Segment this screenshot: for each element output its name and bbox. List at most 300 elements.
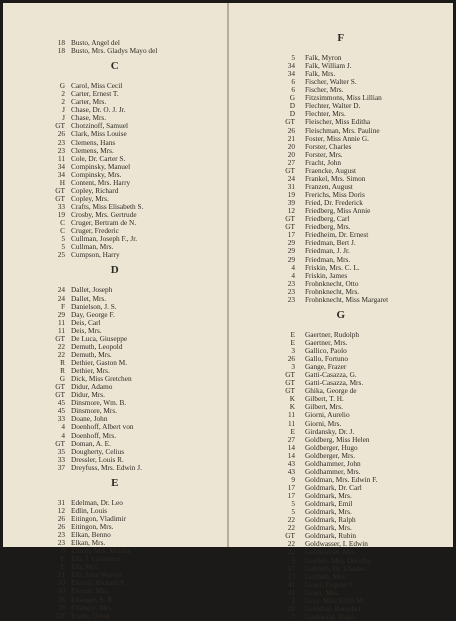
entry-name: Gatti-Casazza, Mrs. bbox=[305, 378, 364, 388]
entry-code: GT bbox=[285, 531, 295, 541]
entry-code: 2 bbox=[61, 89, 65, 99]
entry-name: Compinsky, Manuel bbox=[71, 161, 131, 171]
entry-code: 17 bbox=[287, 571, 295, 581]
entry-name: Frerichs, Miss Doris bbox=[305, 190, 365, 200]
left-page bbox=[3, 3, 228, 620]
entry-name: Didur, Mrs. bbox=[71, 390, 105, 400]
directory-entry bbox=[3, 303, 227, 311]
entry-name: Friedman, Mrs. bbox=[305, 254, 351, 264]
entry-name: Doenhoff, Albert von bbox=[71, 422, 134, 432]
entry-code: 22 bbox=[287, 523, 295, 533]
entry-code: 17 bbox=[287, 230, 295, 240]
directory-entry bbox=[3, 531, 227, 539]
entry-name: Dressler, Louis R. bbox=[71, 454, 124, 464]
directory-entry bbox=[3, 343, 227, 351]
entry-code: GT bbox=[55, 121, 65, 131]
entry-name: Fraencke, August bbox=[305, 165, 357, 175]
entry-name: Grant, Eugene J. bbox=[305, 579, 354, 589]
entry-code: 4 bbox=[61, 430, 65, 440]
entry-code: 26 bbox=[287, 354, 295, 364]
entry-code: GT bbox=[285, 214, 295, 224]
entry-name: Elkan, Benno bbox=[71, 530, 111, 540]
section-heading-c: C bbox=[110, 60, 120, 73]
entry-name: Cole, Dr. Carter S. bbox=[71, 153, 126, 163]
entry-code: 20 bbox=[287, 603, 295, 613]
entry-name: Falk, Mrs. bbox=[305, 69, 336, 79]
entry-code: 38 bbox=[57, 602, 65, 612]
entry-code: 24 bbox=[57, 293, 65, 303]
directory-entry bbox=[3, 604, 227, 612]
entry-code: G bbox=[289, 93, 295, 103]
entry-name: Carter, Mrs. bbox=[71, 97, 107, 107]
directory-entry bbox=[229, 62, 453, 70]
entry-code: H bbox=[59, 177, 65, 187]
entry-code: 23 bbox=[57, 145, 65, 155]
entry-code: GT bbox=[55, 382, 65, 392]
entry-code: 25 bbox=[57, 250, 65, 260]
entry-code: 17 bbox=[287, 563, 295, 573]
entry-code: 24 bbox=[287, 173, 295, 183]
directory-entry bbox=[229, 581, 453, 589]
entry-name: Copley, Mrs. bbox=[71, 193, 109, 203]
entry-code: 26 bbox=[287, 125, 295, 135]
entry-code: GT bbox=[285, 370, 295, 380]
entry-code: 21 bbox=[57, 570, 65, 580]
directory-entry bbox=[3, 139, 227, 147]
section-heading-d: D bbox=[110, 264, 120, 277]
entry-name: Evans, Greek bbox=[71, 610, 111, 620]
entry-name: Gottlieb, Dr. Charles bbox=[305, 563, 366, 573]
entry-name: Erental, Richard F. bbox=[71, 578, 126, 588]
entry-name: Frohnknecht, Mrs. bbox=[305, 286, 360, 296]
entry-code: 43 bbox=[287, 466, 295, 476]
entry-name: Fried, Dr. Frederick bbox=[305, 198, 363, 208]
entry-code: GT bbox=[55, 390, 65, 400]
entry-code: 22 bbox=[57, 349, 65, 359]
directory-entry bbox=[3, 432, 227, 440]
entry-name: Girdansky, Dr. J. bbox=[305, 426, 355, 436]
entry-code: J bbox=[62, 113, 65, 123]
entry-code: 43 bbox=[287, 458, 295, 468]
entry-name: Fleischer, Miss Editha bbox=[305, 117, 371, 127]
entry-name: Gallico, Paolo bbox=[305, 345, 347, 355]
entry-code: 5 bbox=[291, 507, 295, 517]
entry-name: Goldmark, Rubin bbox=[305, 531, 357, 541]
entry-code: GT bbox=[285, 222, 295, 232]
directory-entry bbox=[3, 587, 227, 595]
entry-code: E bbox=[60, 562, 65, 572]
entry-name: Goldman, Mrs. Edwin F. bbox=[305, 474, 378, 484]
entry-code: 23 bbox=[287, 294, 295, 304]
entry-name: Cullman, Mrs. bbox=[71, 242, 114, 252]
entry-code: 20 bbox=[287, 141, 295, 151]
entry-name: Didur, Adamo bbox=[71, 382, 113, 392]
entry-name: Giorni, Aurelio bbox=[305, 410, 350, 420]
directory-entry bbox=[3, 130, 227, 138]
entry-code: GT bbox=[55, 610, 65, 620]
entry-code: R bbox=[60, 357, 65, 367]
entry-code: GT bbox=[55, 193, 65, 203]
entry-name: Goldberg, Miss Helen bbox=[305, 434, 370, 444]
entry-code: 27 bbox=[287, 434, 295, 444]
entry-name: Chase, Dr. O. J. Jr. bbox=[71, 105, 126, 115]
entry-name: Dinsmore, Mrs. bbox=[71, 406, 118, 416]
entry-code: 45 bbox=[57, 406, 65, 416]
entry-name: Erlanger, Mrs. bbox=[71, 602, 114, 612]
entry-name: Busto, Angel del bbox=[71, 38, 120, 47]
entry-name: Fitzsimmons, Miss Lillian bbox=[305, 93, 382, 103]
entry-name: Foster, Miss Annie G. bbox=[305, 133, 369, 143]
entry-name: Elman, Mrs. Mischa bbox=[71, 546, 131, 556]
entry-name: Doenhoff, Mrs. bbox=[71, 430, 117, 440]
entry-code: 2 bbox=[291, 595, 295, 605]
entry-code: 19 bbox=[57, 210, 65, 220]
directory-entry bbox=[3, 286, 227, 294]
entry-code: 23 bbox=[57, 137, 65, 147]
entry-name: Fracht, John bbox=[305, 157, 342, 167]
entry-name: Goldmark, Mrs. bbox=[305, 491, 352, 501]
entry-code: 23 bbox=[287, 278, 295, 288]
entry-code: 12 bbox=[287, 206, 295, 216]
entry-code: 7 bbox=[291, 611, 295, 621]
entry-name: Cruger, Frederic bbox=[71, 226, 119, 236]
entry-name: Grant, Mrs. bbox=[305, 587, 339, 597]
entry-code: 3 bbox=[291, 362, 295, 372]
entry-code: E bbox=[60, 554, 65, 564]
entry-code: K bbox=[289, 402, 295, 412]
entry-code: 18 bbox=[57, 38, 65, 47]
entry-code: 11 bbox=[57, 317, 65, 327]
entry-code: GT bbox=[55, 333, 65, 343]
entry-name: Dick, Miss Gretchen bbox=[71, 374, 132, 384]
entry-name: Content, Mrs. Harry bbox=[71, 177, 131, 187]
entry-code: 41 bbox=[287, 579, 295, 589]
entry-code: 4 bbox=[291, 270, 295, 280]
entry-code: 11 bbox=[287, 410, 295, 420]
entry-name: Deis, Mrs. bbox=[71, 325, 102, 335]
entry-code: 41 bbox=[287, 587, 295, 597]
entry-code: 29 bbox=[287, 246, 295, 256]
entry-code: E bbox=[290, 426, 295, 436]
entry-name: Copley, Richard bbox=[71, 185, 119, 195]
entry-code: 30 bbox=[57, 586, 65, 596]
entry-name: Goldwasser, I. Edwin bbox=[305, 539, 368, 549]
entry-name: Erlanger, S. B. bbox=[71, 594, 114, 604]
directory-entry bbox=[3, 47, 227, 55]
entry-name: Frohnknecht, Miss Margaret bbox=[305, 294, 389, 304]
directory-entry bbox=[3, 359, 227, 367]
entry-name: De Luca, Giuseppe bbox=[71, 333, 128, 343]
entry-code: 38 bbox=[57, 594, 65, 604]
entry-code: 29 bbox=[287, 254, 295, 264]
entry-code: GT bbox=[285, 117, 295, 127]
entry-code: 26 bbox=[57, 513, 65, 523]
entry-name: Friedberg, Miss Annie bbox=[305, 206, 371, 216]
entry-name: Dallet, Joseph bbox=[71, 285, 113, 295]
entry-name: Dethier, Mrs. bbox=[71, 366, 110, 376]
directory-entry bbox=[3, 579, 227, 587]
entry-code: 45 bbox=[57, 398, 65, 408]
entry-name: Goldberger, Mrs. bbox=[305, 450, 356, 460]
entry-name: Friedberg, Mrs. bbox=[305, 222, 351, 232]
directory-entry bbox=[3, 251, 227, 259]
directory-entry bbox=[3, 375, 227, 383]
entry-code: K bbox=[289, 394, 295, 404]
entry-code: E bbox=[290, 329, 295, 339]
entry-name: Fischer, Mrs. bbox=[305, 85, 344, 95]
entry-name: Deis, Carl bbox=[71, 317, 101, 327]
entry-name: Gatti-Casazza, G. bbox=[305, 370, 357, 380]
entry-code: 33 bbox=[57, 414, 65, 424]
entry-code: 26 bbox=[57, 522, 65, 531]
directory-entry bbox=[3, 235, 227, 243]
entry-code: 24 bbox=[57, 285, 65, 295]
entry-code: 17 bbox=[287, 483, 295, 492]
entry-code: 19 bbox=[287, 190, 295, 200]
right-page bbox=[229, 3, 453, 621]
entry-name: Grunwald, Hugo bbox=[305, 611, 355, 621]
entry-name: Friedberg, Carl bbox=[305, 214, 350, 224]
entry-code: 34 bbox=[287, 69, 295, 79]
entry-code: 22 bbox=[287, 547, 295, 557]
entry-name: Dougherty, Celius bbox=[71, 446, 125, 456]
entry-code: GT bbox=[285, 165, 295, 175]
entry-code: 34 bbox=[57, 161, 65, 171]
entry-code: 29 bbox=[287, 238, 295, 248]
entry-code: D bbox=[289, 101, 295, 111]
entry-name: Cruger, Bertram de N. bbox=[71, 218, 137, 228]
entry-code: D bbox=[289, 109, 295, 119]
entry-code: 33 bbox=[57, 454, 65, 464]
entry-name: Gottlieb, Mrs. bbox=[305, 571, 347, 581]
entry-name: Dreyfuss, Mrs. Edwin J. bbox=[71, 462, 142, 472]
entry-name: Gaertner, Rudolph bbox=[305, 329, 360, 339]
entry-name: Goldwasser, Mrs. bbox=[305, 547, 357, 557]
entry-name: Chase, Mrs. bbox=[71, 113, 107, 123]
entry-code: 34 bbox=[287, 61, 295, 71]
directory-entry bbox=[3, 555, 227, 563]
entry-code: 5 bbox=[61, 242, 65, 252]
directory-entry bbox=[3, 187, 227, 195]
entry-name: Cullman, Joseph F., Jr. bbox=[71, 234, 138, 244]
entry-name: Gaertner, Mrs. bbox=[305, 337, 348, 347]
entry-name: Friedheim, Dr. Ernest bbox=[305, 230, 369, 240]
directory-entry bbox=[229, 151, 453, 159]
entry-name: Danielson, J. S. bbox=[71, 301, 117, 311]
entry-code: 9 bbox=[291, 474, 295, 484]
entry-name: Falk, William J. bbox=[305, 61, 352, 71]
entry-code: 3 bbox=[291, 345, 295, 355]
entry-name: Erb, J. Lawrence bbox=[71, 554, 121, 564]
entry-name: Frohnknecht, Otto bbox=[305, 278, 359, 288]
directory-entry bbox=[229, 411, 453, 419]
entry-name: Gilbert, T. H. bbox=[305, 394, 344, 404]
entry-name: Erental, Mrs. bbox=[71, 586, 110, 596]
entry-code: 23 bbox=[57, 538, 65, 548]
entry-name: Elkan, Mrs. bbox=[71, 538, 106, 548]
entry-name: Clark, Miss Louise bbox=[71, 129, 127, 139]
entry-name: Fischer, Walter S. bbox=[305, 77, 357, 87]
entry-code: 33 bbox=[57, 202, 65, 212]
entry-name: Goldmark, Dr. Carl bbox=[305, 483, 362, 492]
entry-code: 9 bbox=[291, 555, 295, 565]
entry-name: Flechter, Mrs. bbox=[305, 109, 346, 119]
entry-code: 18 bbox=[57, 46, 65, 56]
entry-name: Friedman, Bert J. bbox=[305, 238, 356, 248]
entry-code: 22 bbox=[287, 539, 295, 549]
directory-entry bbox=[3, 499, 227, 507]
section-heading-g: G bbox=[336, 308, 346, 321]
entry-code: 5 bbox=[291, 53, 295, 62]
entry-name: Dinsmore, Wm. B. bbox=[71, 398, 127, 408]
entry-code: 14 bbox=[287, 442, 295, 452]
section-heading-f: F bbox=[337, 32, 345, 44]
entry-name: Goldmark, Ralph bbox=[305, 515, 356, 525]
entry-name: Demuth, Leopold bbox=[71, 341, 123, 351]
entry-name: Frankel, Mrs. Simon bbox=[305, 173, 366, 183]
entry-code: 29 bbox=[57, 309, 65, 319]
entry-name: Clemens, Mrs. bbox=[71, 145, 114, 155]
entry-code: 5 bbox=[291, 499, 295, 509]
entry-name: Grunthal, Benedict bbox=[305, 603, 361, 613]
entry-code: 6 bbox=[291, 77, 295, 87]
entry-code: 4 bbox=[61, 422, 65, 432]
entry-name: Crafts, Miss Elisabeth S. bbox=[71, 202, 144, 212]
entry-name: Crosby, Mrs. Gertrude bbox=[71, 210, 137, 220]
entry-code: 30 bbox=[57, 578, 65, 588]
entry-name: Edlin, Louis bbox=[71, 505, 108, 515]
entry-name: Eitingon, Vladimir bbox=[71, 513, 126, 523]
directory-entry bbox=[3, 515, 227, 523]
entry-code: GT bbox=[55, 438, 65, 448]
entry-name: Doman, A. E. bbox=[71, 438, 111, 448]
entry-name: Falk, Myron bbox=[305, 53, 342, 62]
entry-code: 23 bbox=[57, 530, 65, 540]
entry-code: C bbox=[60, 226, 65, 236]
entry-code: 23 bbox=[287, 286, 295, 296]
section-heading-e: E bbox=[111, 476, 119, 489]
entry-name: Flechter, Walter D. bbox=[305, 101, 361, 111]
directory-entry bbox=[3, 612, 227, 620]
entry-name: Goldhammer, John bbox=[305, 458, 361, 468]
entry-name: Demuth, Mrs. bbox=[71, 349, 112, 359]
entry-code: GT bbox=[285, 378, 295, 388]
entry-name: Fleischman, Mrs. Pauline bbox=[305, 125, 380, 135]
entry-name: Doane, John bbox=[71, 414, 108, 424]
entry-name: Friskin, Mrs. C. L. bbox=[305, 262, 360, 272]
entry-name: Goldmark, Mrs. bbox=[305, 523, 352, 533]
entry-code: 31 bbox=[287, 181, 295, 191]
entry-name: Giorni, Mrs. bbox=[305, 418, 342, 428]
entry-code: 35 bbox=[57, 446, 65, 456]
entry-code: 31 bbox=[57, 497, 65, 507]
entry-code: 22 bbox=[287, 515, 295, 525]
entry-name: Eitingon, Mrs. bbox=[71, 522, 114, 531]
directory-entry bbox=[3, 464, 227, 472]
directory-entry bbox=[3, 596, 227, 604]
entry-code: 4 bbox=[291, 262, 295, 272]
entry-code: 6 bbox=[291, 85, 295, 95]
entry-code: 39 bbox=[287, 198, 295, 208]
entry-name: Day, George F. bbox=[71, 309, 115, 319]
entry-name: Dethier, Gaston M. bbox=[71, 357, 128, 367]
entry-name: Gilbert, Mrs. bbox=[305, 402, 343, 412]
entry-code: 21 bbox=[287, 133, 295, 143]
entry-code: GT bbox=[285, 386, 295, 396]
entry-name: Edelman, Dr. Leo bbox=[71, 497, 123, 507]
entry-code: 11 bbox=[287, 418, 295, 428]
entry-code: 20 bbox=[287, 149, 295, 159]
entry-name: Goldmark, Mrs. bbox=[305, 507, 352, 517]
entry-code: F bbox=[60, 301, 65, 311]
entry-name: Clemens, Hans bbox=[71, 137, 116, 147]
entry-name: Franzen, August bbox=[305, 181, 353, 191]
entry-name: Busto, Mrs. Gladys Mayo del bbox=[71, 46, 158, 56]
entry-name: Carol, Miss Cecil bbox=[71, 81, 123, 91]
entry-code: 12 bbox=[57, 505, 65, 515]
entry-name: Friskin, James bbox=[305, 270, 348, 280]
directory-entry bbox=[3, 383, 227, 391]
entry-code: J bbox=[62, 105, 65, 115]
entry-code: 27 bbox=[287, 157, 295, 167]
directory-entry bbox=[229, 613, 453, 621]
entry-code: 5 bbox=[61, 234, 65, 244]
entry-code: 22 bbox=[57, 341, 65, 351]
entry-code: 14 bbox=[287, 450, 295, 460]
directory-entry bbox=[3, 90, 227, 98]
entry-name: Grey, Miss Edith M. bbox=[305, 595, 365, 605]
entry-name: Forster, Charles bbox=[305, 141, 352, 151]
entry-name: Dallet, Mrs. bbox=[71, 293, 107, 303]
entry-code: G bbox=[59, 374, 65, 384]
entry-name: Chotzinoff, Samuel bbox=[71, 121, 129, 131]
entry-name: Erb, Mrs. bbox=[71, 562, 99, 572]
entry-code: 37 bbox=[57, 462, 65, 472]
entry-name: Friedman, J. Jr. bbox=[305, 246, 350, 256]
directory-entry bbox=[3, 407, 227, 415]
entry-code: C bbox=[60, 218, 65, 228]
entry-code: E bbox=[290, 337, 295, 347]
entry-name: Gange, Frazer bbox=[305, 362, 347, 372]
entry-name: Goldhammer, Mrs. bbox=[305, 466, 361, 476]
entry-name: Goldmark, Emil bbox=[305, 499, 353, 509]
entry-code: R bbox=[60, 366, 65, 376]
entry-name: Cumpson, Harry bbox=[71, 250, 120, 260]
entry-code: 9 bbox=[61, 546, 65, 556]
entry-code: 2 bbox=[61, 97, 65, 107]
entry-name: Forster, Mrs. bbox=[305, 149, 343, 159]
entry-name: Compinsky, Mrs. bbox=[71, 169, 122, 179]
entry-code: GT bbox=[55, 185, 65, 195]
entry-name: Goldberger, Hugo bbox=[305, 442, 358, 452]
entry-name: Ghika, George de bbox=[305, 386, 357, 396]
directory-entry bbox=[229, 296, 453, 304]
directory-entry bbox=[3, 311, 227, 319]
entry-code: 17 bbox=[287, 491, 295, 501]
entry-code: 11 bbox=[57, 153, 65, 163]
entry-code: G bbox=[59, 81, 65, 91]
entry-name: Gallo, Fortuno bbox=[305, 354, 348, 364]
entry-name: Carter, Ernest T. bbox=[71, 89, 119, 99]
entry-code: 11 bbox=[57, 325, 65, 335]
directory-entry bbox=[3, 523, 227, 531]
directory-entry bbox=[3, 319, 227, 327]
entry-code: 34 bbox=[57, 169, 65, 179]
entry-name: Erb, John Warren bbox=[71, 570, 122, 580]
entry-code: 26 bbox=[57, 129, 65, 139]
directory-entry bbox=[3, 106, 227, 114]
entry-name: Gordon, Miss Dorothy bbox=[305, 555, 372, 565]
